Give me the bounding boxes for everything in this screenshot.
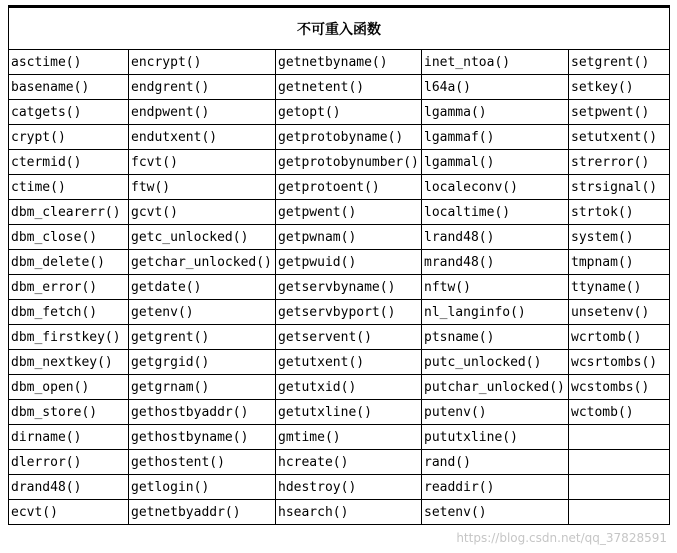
function-cell: localeconv() — [422, 175, 569, 200]
function-cell: getenv() — [129, 300, 276, 325]
function-cell: getprotobynumber() — [276, 150, 422, 175]
function-cell: putenv() — [422, 400, 569, 425]
function-cell: pututxline() — [422, 425, 569, 450]
function-cell: l64a() — [422, 75, 569, 100]
table-row — [9, 100, 670, 125]
table-row — [9, 475, 670, 500]
function-cell: wcrtomb() — [569, 325, 670, 350]
function-cell: putc_unlocked() — [422, 350, 569, 375]
table-row — [9, 175, 670, 200]
function-cell — [569, 450, 670, 475]
table-row — [9, 350, 670, 375]
function-cell: dlerror() — [9, 450, 129, 475]
function-cell: putchar_unlocked() — [422, 375, 569, 400]
non-reentrant-functions-table — [8, 5, 670, 525]
function-cell: getnetbyaddr() — [129, 500, 276, 525]
function-cell: ftw() — [129, 175, 276, 200]
table-row — [9, 225, 670, 250]
function-cell: lgammaf() — [422, 125, 569, 150]
function-cell: hsearch() — [276, 500, 422, 525]
function-cell: ptsname() — [422, 325, 569, 350]
function-cell: hcreate() — [276, 450, 422, 475]
function-cell: setkey() — [569, 75, 670, 100]
function-cell: getprotobyname() — [276, 125, 422, 150]
function-cell: endgrent() — [129, 75, 276, 100]
table-row — [9, 75, 670, 100]
function-cell: strerror() — [569, 150, 670, 175]
function-cell: dbm_firstkey() — [9, 325, 129, 350]
function-cell: setutxent() — [569, 125, 670, 150]
function-cell: lrand48() — [422, 225, 569, 250]
function-cell: getgrgid() — [129, 350, 276, 375]
function-cell: getnetbyname() — [276, 50, 422, 75]
non-reentrant-functions-table-wrapper — [8, 5, 669, 525]
function-cell: fcvt() — [129, 150, 276, 175]
function-cell: ctermid() — [9, 150, 129, 175]
function-cell: lgamma() — [422, 100, 569, 125]
function-cell: nftw() — [422, 275, 569, 300]
function-cell: lgammal() — [422, 150, 569, 175]
function-cell: getc_unlocked() — [129, 225, 276, 250]
function-cell: endpwent() — [129, 100, 276, 125]
function-cell: getpwuid() — [276, 250, 422, 275]
function-cell: hdestroy() — [276, 475, 422, 500]
function-cell: gcvt() — [129, 200, 276, 225]
table-row — [9, 150, 670, 175]
table-row — [9, 275, 670, 300]
function-cell: getdate() — [129, 275, 276, 300]
table-row — [9, 450, 670, 475]
function-cell: dbm_error() — [9, 275, 129, 300]
function-cell: dbm_nextkey() — [9, 350, 129, 375]
function-cell: dirname() — [9, 425, 129, 450]
function-cell: wcstombs() — [569, 375, 670, 400]
function-cell: getutxid() — [276, 375, 422, 400]
function-cell: encrypt() — [129, 50, 276, 75]
function-cell: getservent() — [276, 325, 422, 350]
function-cell — [569, 425, 670, 450]
function-cell: getutxent() — [276, 350, 422, 375]
function-cell: ttyname() — [569, 275, 670, 300]
function-cell: getgrent() — [129, 325, 276, 350]
function-cell: ctime() — [9, 175, 129, 200]
function-cell: getopt() — [276, 100, 422, 125]
function-cell: getutxline() — [276, 400, 422, 425]
function-cell: dbm_store() — [9, 400, 129, 425]
table-row — [9, 50, 670, 75]
table-row — [9, 250, 670, 275]
table-header-row — [9, 7, 670, 50]
function-cell: getchar_unlocked() — [129, 250, 276, 275]
function-cell: setgrent() — [569, 50, 670, 75]
watermark-url: https://blog.csdn.net/qq_37828591 — [456, 531, 667, 545]
function-cell: getservbyport() — [276, 300, 422, 325]
function-cell: rand() — [422, 450, 569, 475]
function-cell: unsetenv() — [569, 300, 670, 325]
function-cell: getgrnam() — [129, 375, 276, 400]
function-cell: drand48() — [9, 475, 129, 500]
function-cell: strtok() — [569, 200, 670, 225]
function-cell: wctomb() — [569, 400, 670, 425]
function-cell: crypt() — [9, 125, 129, 150]
function-cell: dbm_open() — [9, 375, 129, 400]
function-cell: catgets() — [9, 100, 129, 125]
function-cell: ecvt() — [9, 500, 129, 525]
function-cell: endutxent() — [129, 125, 276, 150]
function-cell — [569, 500, 670, 525]
table-row — [9, 425, 670, 450]
function-cell: getprotoent() — [276, 175, 422, 200]
function-cell: setpwent() — [569, 100, 670, 125]
table-row — [9, 300, 670, 325]
function-cell: inet_ntoa() — [422, 50, 569, 75]
function-cell: gethostent() — [129, 450, 276, 475]
function-cell: readdir() — [422, 475, 569, 500]
function-cell: basename() — [9, 75, 129, 100]
function-cell: setenv() — [422, 500, 569, 525]
function-cell: wcsrtombs() — [569, 350, 670, 375]
function-cell: dbm_fetch() — [9, 300, 129, 325]
table-row — [9, 400, 670, 425]
function-cell: gethostbyname() — [129, 425, 276, 450]
function-cell: getpwnam() — [276, 225, 422, 250]
function-cell: mrand48() — [422, 250, 569, 275]
function-cell: nl_langinfo() — [422, 300, 569, 325]
table-body — [9, 50, 670, 525]
function-cell: getnetent() — [276, 75, 422, 100]
function-cell: gmtime() — [276, 425, 422, 450]
table-title: 不可重入函数 — [9, 7, 670, 50]
function-cell: getlogin() — [129, 475, 276, 500]
function-cell: localtime() — [422, 200, 569, 225]
function-cell: strsignal() — [569, 175, 670, 200]
table-row — [9, 200, 670, 225]
table-row — [9, 500, 670, 525]
function-cell: dbm_delete() — [9, 250, 129, 275]
function-cell: gethostbyaddr() — [129, 400, 276, 425]
function-cell: dbm_close() — [9, 225, 129, 250]
table-row — [9, 375, 670, 400]
table-row — [9, 125, 670, 150]
function-cell: dbm_clearerr() — [9, 200, 129, 225]
table-row — [9, 325, 670, 350]
function-cell: tmpnam() — [569, 250, 670, 275]
function-cell: asctime() — [9, 50, 129, 75]
function-cell: getservbyname() — [276, 275, 422, 300]
function-cell: system() — [569, 225, 670, 250]
function-cell: getpwent() — [276, 200, 422, 225]
function-cell — [569, 475, 670, 500]
